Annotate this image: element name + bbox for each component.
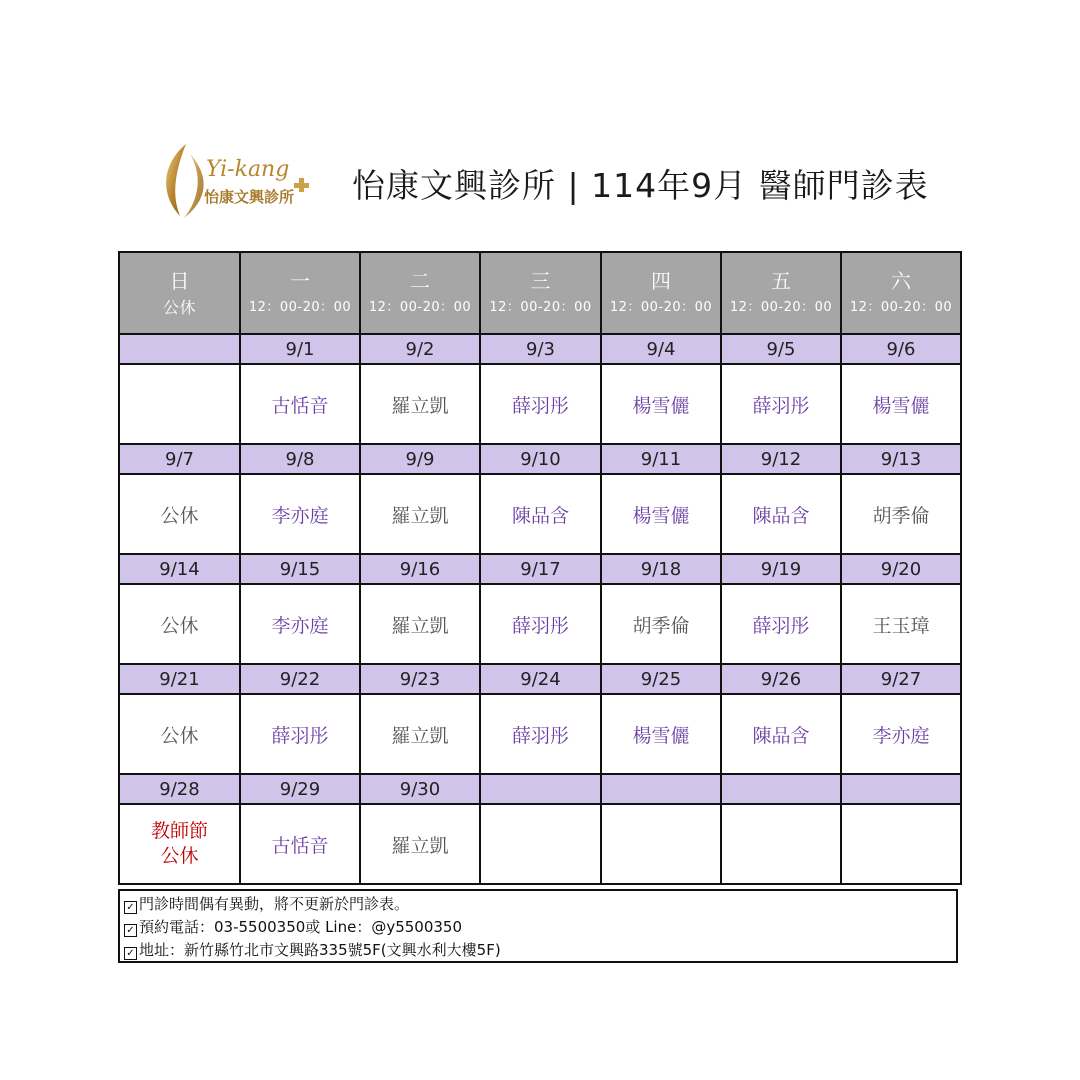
doctor-cell xyxy=(119,364,240,444)
date-cell: 9/16 xyxy=(360,554,480,584)
date-cell: 9/10 xyxy=(480,444,601,474)
weekday-header-sat xyxy=(841,252,961,334)
date-cell: 9/19 xyxy=(721,554,841,584)
checkbox-icon: ✓ xyxy=(124,924,137,937)
date-cell: 9/4 xyxy=(601,334,721,364)
doctor-cell: 楊雪儷 xyxy=(601,474,721,554)
date-cell: 9/2 xyxy=(360,334,480,364)
clinic-hours: 12：00-20：00 xyxy=(248,300,352,315)
note-text: 預約電話：03-5500350或 Line：@y5500350 xyxy=(139,918,463,936)
page-title: 怡康文興診所 | 114年9月 醫師門診表 xyxy=(352,166,929,205)
doctor-cell: 楊雪儷 xyxy=(601,364,721,444)
date-cell: 9/23 xyxy=(360,664,480,694)
date-row xyxy=(119,664,961,694)
doctor-cell: 薛羽彤 xyxy=(721,584,841,664)
date-row xyxy=(119,774,961,804)
note-item xyxy=(124,916,952,939)
date-cell: 9/15 xyxy=(240,554,360,584)
date-cell: 9/6 xyxy=(841,334,961,364)
doctor-cell xyxy=(601,804,721,884)
weekday-header-sun xyxy=(119,252,240,334)
weekday-header-mon xyxy=(240,252,360,334)
doctor-cell xyxy=(480,804,601,884)
clinic-hours: 12：00-20：00 xyxy=(729,300,833,315)
closed-label: 公休 xyxy=(160,845,199,867)
notes-box xyxy=(118,889,958,963)
clinic-logo xyxy=(150,140,320,222)
date-cell: 9/13 xyxy=(841,444,961,474)
date-cell: 9/17 xyxy=(480,554,601,584)
checkbox-icon: ✓ xyxy=(124,947,137,960)
date-cell: 9/25 xyxy=(601,664,721,694)
date-cell: 9/9 xyxy=(360,444,480,474)
doctor-cell: 薛羽彤 xyxy=(480,694,601,774)
doctor-cell: 胡季倫 xyxy=(841,474,961,554)
date-cell: 9/28 xyxy=(119,774,240,804)
weekday-label: 四 xyxy=(651,269,671,293)
weekday-header-tue xyxy=(360,252,480,334)
doctor-cell: 陳品含 xyxy=(721,694,841,774)
svg-text:怡康文興診所: 怡康文興診所 xyxy=(204,188,295,206)
date-cell: 9/11 xyxy=(601,444,721,474)
weekday-label: 五 xyxy=(771,269,791,293)
doctor-cell: 羅立凱 xyxy=(360,364,480,444)
clinic-hours: 12：00-20：00 xyxy=(368,300,472,315)
date-cell: 9/27 xyxy=(841,664,961,694)
doctor-cell: 李亦庭 xyxy=(240,584,360,664)
holiday-name: 教師節 xyxy=(150,820,208,842)
clinic-hours: 公休 xyxy=(162,298,196,317)
note-text: 地址：新竹縣竹北市文興路335號5F(文興水利大樓5F) xyxy=(139,941,501,959)
doctor-cell: 陳品含 xyxy=(480,474,601,554)
date-cell: 9/1 xyxy=(240,334,360,364)
holiday-cell xyxy=(119,804,240,884)
doctor-cell: 薛羽彤 xyxy=(480,364,601,444)
date-cell: 9/24 xyxy=(480,664,601,694)
doctor-cell: 薛羽彤 xyxy=(240,694,360,774)
date-cell: 9/3 xyxy=(480,334,601,364)
doctor-cell: 李亦庭 xyxy=(841,694,961,774)
doctor-cell: 胡季倫 xyxy=(601,584,721,664)
doctor-cell: 薛羽彤 xyxy=(721,364,841,444)
doctor-cell: 古恬音 xyxy=(240,364,360,444)
weekday-header-row xyxy=(119,252,961,334)
doctor-row xyxy=(119,364,961,444)
note-item xyxy=(124,939,952,962)
date-cell: 9/20 xyxy=(841,554,961,584)
doctor-cell xyxy=(841,804,961,884)
closed-cell: 公休 xyxy=(119,584,240,664)
date-cell: 9/22 xyxy=(240,664,360,694)
date-row xyxy=(119,554,961,584)
weekday-header-wed xyxy=(480,252,601,334)
date-cell: 9/7 xyxy=(119,444,240,474)
doctor-cell: 陳品含 xyxy=(721,474,841,554)
clinic-hours: 12：00-20：00 xyxy=(609,300,713,315)
date-cell xyxy=(119,334,240,364)
weekday-label: 一 xyxy=(290,269,310,293)
doctor-cell xyxy=(721,804,841,884)
doctor-cell: 王玉璋 xyxy=(841,584,961,664)
weekday-label: 日 xyxy=(169,269,190,293)
closed-cell: 公休 xyxy=(119,694,240,774)
date-row xyxy=(119,334,961,364)
closed-cell: 公休 xyxy=(119,474,240,554)
weekday-label: 二 xyxy=(410,269,430,293)
date-cell: 9/18 xyxy=(601,554,721,584)
doctor-row xyxy=(119,584,961,664)
weekday-label: 六 xyxy=(891,269,911,293)
weekday-label: 三 xyxy=(530,269,551,293)
doctor-row xyxy=(119,804,961,884)
weekday-header-thu xyxy=(601,252,721,334)
date-cell xyxy=(480,774,601,804)
date-cell: 9/5 xyxy=(721,334,841,364)
clinic-hours: 12：00-20：00 xyxy=(489,300,592,315)
checkbox-icon: ✓ xyxy=(124,901,137,914)
date-cell: 9/29 xyxy=(240,774,360,804)
page-header xyxy=(0,140,1080,230)
date-cell: 9/21 xyxy=(119,664,240,694)
doctor-cell: 羅立凱 xyxy=(360,474,480,554)
date-row xyxy=(119,444,961,474)
date-cell: 9/8 xyxy=(240,444,360,474)
doctor-cell: 楊雪儷 xyxy=(601,694,721,774)
doctor-row xyxy=(119,694,961,774)
clinic-hours: 12：00-20：00 xyxy=(849,300,953,315)
doctor-cell: 古恬音 xyxy=(240,804,360,884)
svg-text:Yi-kang: Yi-kang xyxy=(206,157,290,182)
date-cell: 9/26 xyxy=(721,664,841,694)
doctor-cell: 羅立凱 xyxy=(360,694,480,774)
doctor-cell: 羅立凱 xyxy=(360,584,480,664)
weekday-header-fri xyxy=(721,252,841,334)
date-cell xyxy=(601,774,721,804)
note-text: 門診時間偶有異動，將不更新於門診表。 xyxy=(139,895,410,913)
doctor-cell: 薛羽彤 xyxy=(480,584,601,664)
note-item xyxy=(124,893,952,916)
date-cell: 9/14 xyxy=(119,554,240,584)
doctor-cell: 楊雪儷 xyxy=(841,364,961,444)
doctor-schedule-table xyxy=(118,251,962,885)
date-cell: 9/30 xyxy=(360,774,480,804)
doctor-cell: 李亦庭 xyxy=(240,474,360,554)
date-cell xyxy=(721,774,841,804)
doctor-row xyxy=(119,474,961,554)
date-cell xyxy=(841,774,961,804)
date-cell: 9/12 xyxy=(721,444,841,474)
doctor-cell: 羅立凱 xyxy=(360,804,480,884)
